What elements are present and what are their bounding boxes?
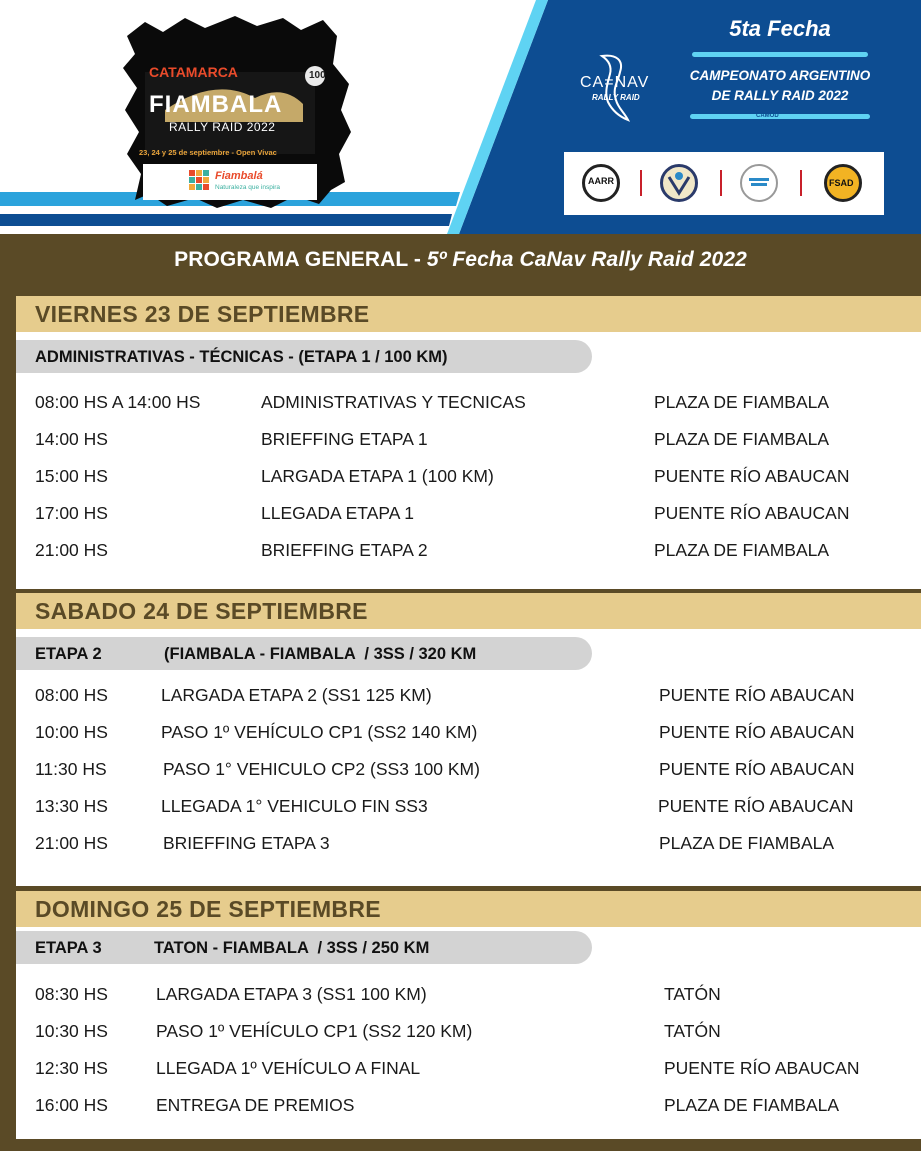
- fiambala-rally-logo: [105, 14, 355, 210]
- day-section-sabado: [16, 593, 921, 886]
- row-event: BRIEFFING ETAPA 3: [163, 833, 330, 853]
- canav-logo-subtext: RALLY RAID: [592, 93, 640, 102]
- fecha-label: 5ta Fecha: [729, 16, 831, 41]
- row-place: PUENTE RÍO ABAUCAN: [659, 759, 855, 779]
- row-place: TATÓN: [664, 1021, 721, 1041]
- fsad-badge-icon: FSAD: [824, 164, 862, 202]
- stage-route: TATON - FIAMBALA / 3SS / 250 KM: [154, 939, 430, 957]
- schedule-row: [16, 984, 921, 1010]
- logo-town-text: Fiambalá: [215, 170, 263, 182]
- row-place: PLAZA DE FIAMBALA: [654, 540, 830, 560]
- row-place: PUENTE RÍO ABAUCAN: [664, 1058, 860, 1078]
- row-time: 21:00 HS: [35, 833, 108, 853]
- day-section-viernes: [16, 296, 921, 589]
- schedule-row: [16, 392, 921, 418]
- row-place: PUENTE RÍO ABAUCAN: [659, 685, 855, 705]
- logo-region-text: CATAMARCA: [149, 64, 238, 80]
- championship-line-1: CAMPEONATO ARGENTINO: [689, 68, 871, 83]
- fiambala-town-mark-icon: [189, 170, 209, 190]
- stage-route: (FIAMBALA - FIAMBALA / 3SS / 320 KM: [164, 645, 477, 663]
- logo-dates-text: 23, 24 y 25 de septiembre - Open Vivac: [139, 148, 277, 157]
- canav-rally-raid-logo: [572, 52, 654, 122]
- row-time: 10:00 HS: [35, 722, 108, 742]
- stage-pill: [16, 931, 592, 964]
- row-time: 14:00 HS: [35, 429, 108, 449]
- championship-info: [660, 16, 900, 119]
- row-event: LLEGADA ETAPA 1: [261, 503, 415, 523]
- stage-label: ETAPA 2: [35, 645, 102, 663]
- row-place: PLAZA DE FIAMBALA: [659, 833, 835, 853]
- stage-label: ETAPA 3: [35, 939, 102, 957]
- row-event: BRIEFFING ETAPA 2: [261, 540, 428, 560]
- badge-separator: [800, 170, 802, 196]
- row-place: PUENTE RÍO ABAUCAN: [658, 796, 854, 816]
- cyan-divider-top: [692, 52, 868, 57]
- schedule-row: [16, 685, 921, 711]
- day-section-domingo: [16, 891, 921, 1139]
- row-place: PUENTE RÍO ABAUCAN: [654, 466, 850, 486]
- row-event: LARGADA ETAPA 1 (100 KM): [261, 466, 494, 486]
- row-place: PLAZA DE FIAMBALA: [664, 1095, 840, 1115]
- schedule-row: [16, 540, 921, 566]
- row-place: PUENTE RÍO ABAUCAN: [659, 722, 855, 742]
- row-event: ADMINISTRATIVAS Y TECNICAS: [261, 392, 526, 412]
- logo-anniversary-text: 100: [309, 70, 326, 81]
- logo-town-slogan: Naturaleza que inspira: [215, 184, 281, 191]
- row-time: 12:30 HS: [35, 1058, 108, 1078]
- schedule-row: [16, 1058, 921, 1084]
- row-event: PASO 1º VEHÍCULO CP1 (SS2 140 KM): [161, 722, 478, 742]
- row-time: 10:30 HS: [35, 1021, 108, 1041]
- schedule-row: [16, 722, 921, 748]
- day-header-bar: [16, 593, 921, 629]
- row-time: 08:30 HS: [35, 984, 108, 1004]
- championship-line-2: DE RALLY RAID 2022: [711, 88, 849, 103]
- badge-separator: [640, 170, 642, 196]
- aarr-badge-icon: AARR: [582, 164, 620, 202]
- federation-logos-box: [564, 152, 884, 215]
- camod-badge-icon: [740, 164, 778, 202]
- row-event: BRIEFFING ETAPA 1: [261, 429, 428, 449]
- schedule-row: [16, 503, 921, 529]
- stage-label: ADMINISTRATIVAS - TÉCNICAS - (ETAPA 1 / 100 KM): [35, 348, 448, 366]
- row-time: 21:00 HS: [35, 540, 108, 560]
- cyan-divider-bottom: [690, 114, 870, 119]
- row-event: LARGADA ETAPA 3 (SS1 100 KM): [156, 984, 427, 1004]
- schedule-row: [16, 1021, 921, 1047]
- stage-pill: [16, 637, 592, 670]
- row-event: LLEGADA 1º VEHÍCULO A FINAL: [156, 1058, 421, 1078]
- row-time: 16:00 HS: [35, 1095, 108, 1115]
- day-title: DOMINGO 25 DE SEPTIEMBRE: [35, 896, 381, 922]
- aav-badge-icon: [660, 164, 698, 202]
- title-suffix: 5º Fecha CaNav Rally Raid 2022: [426, 248, 747, 271]
- schedule-row: [16, 833, 921, 859]
- row-time: 17:00 HS: [35, 503, 108, 523]
- day-title: SABADO 24 DE SEPTIEMBRE: [35, 598, 368, 624]
- row-time: 11:30 HS: [35, 759, 107, 779]
- row-place: TATÓN: [664, 984, 721, 1004]
- header-banner: [0, 0, 921, 234]
- schedule-row: [16, 1095, 921, 1121]
- row-place: PLAZA DE FIAMBALA: [654, 392, 830, 412]
- canav-logo-text: CA=NAV: [580, 74, 650, 91]
- row-event: LLEGADA 1° VEHICULO FIN SS3: [161, 796, 428, 816]
- stage-pill: [16, 340, 592, 373]
- day-title: VIERNES 23 DE SEPTIEMBRE: [35, 301, 370, 327]
- row-time: 08:00 HS A 14:00 HS: [35, 392, 201, 412]
- row-time: 13:30 HS: [35, 796, 108, 816]
- row-place: PUENTE RÍO ABAUCAN: [654, 503, 850, 523]
- logo-subtitle-text: RALLY RAID 2022: [169, 120, 276, 134]
- badge-separator: [720, 170, 722, 196]
- page-title: [0, 248, 921, 272]
- row-time: 08:00 HS: [35, 685, 108, 705]
- day-header-bar: [16, 296, 921, 332]
- title-prefix: PROGRAMA GENERAL -: [174, 248, 427, 271]
- schedule-row: [16, 796, 921, 822]
- schedule-row: [16, 759, 921, 785]
- row-event: ENTREGA DE PREMIOS: [156, 1095, 355, 1115]
- row-event: PASO 1° VEHICULO CP2 (SS3 100 KM): [163, 759, 480, 779]
- schedule-row: [16, 429, 921, 455]
- camod-tag: CAMOD: [756, 113, 779, 119]
- day-header-bar: [16, 891, 921, 927]
- logo-title-text: FIAMBALA: [149, 91, 283, 118]
- row-place: PLAZA DE FIAMBALA: [654, 429, 830, 449]
- schedule-row: [16, 466, 921, 492]
- row-event: PASO 1º VEHÍCULO CP1 (SS2 120 KM): [156, 1021, 473, 1041]
- row-time: 15:00 HS: [35, 466, 108, 486]
- row-event: LARGADA ETAPA 2 (SS1 125 KM): [161, 685, 432, 705]
